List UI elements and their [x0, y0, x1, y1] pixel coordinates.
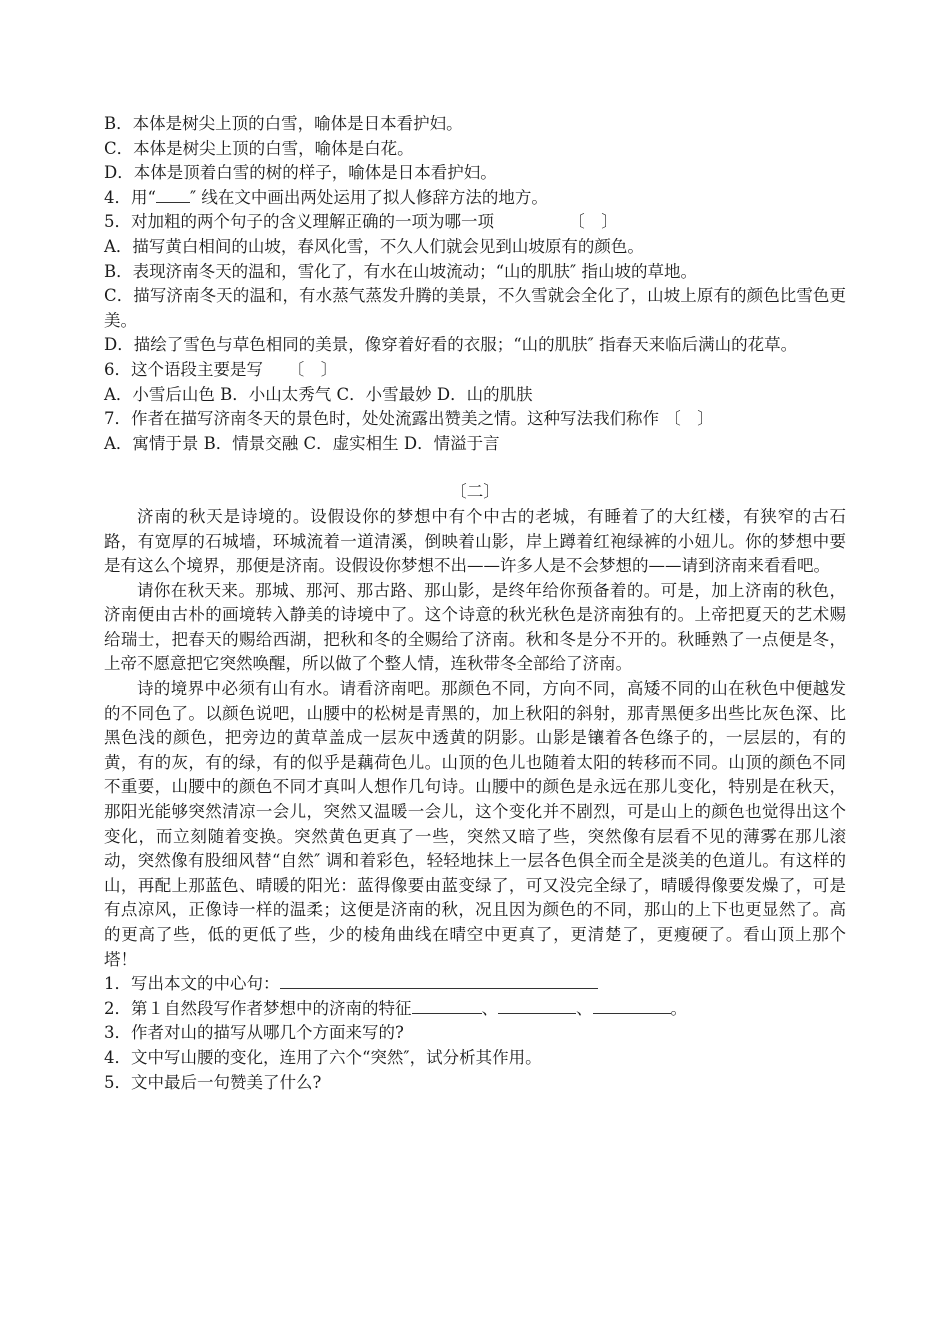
question-5: 5．对加粗的两个句子的含义理解正确的一项为哪一项 〔 〕 [104, 212, 618, 232]
part2-question-2 [104, 997, 846, 1022]
part2-question-1 [104, 972, 846, 997]
section-heading: 〔二〕 [450, 482, 500, 502]
passage-paragraph-2: 请你在秋天来。那城、那河、那古路、那山影，是终年给你预备着的。可是，加上济南的秋色，济南便由古朴的画境转入静美的诗境中了。这个诗意的秋光秋色是济南独有的。上帝把夏天的艺术赐给瑞士，把春天的赐给西湖，把秋和冬的全赐给了济南。秋和冬是分不开的。秋睡熟了一点便是冬，上帝不愿意把它突然唤醒，所以做了个整人情，连秋带冬全部给了济南。 [104, 580, 846, 674]
passage-paragraph-1: 济南的秋天是诗境的。设假设你的梦想中有个中古的老城，有睡着了的大红楼，有狭窄的古石路，有宽厚的石城墙，环城流着一道清溪，倒映着山影，岸上蹲着红袍绿裤的小妞儿。你的梦想中要是有这么个境界，那便是济南。设假设你梦想不出——许多人是不会梦想的——请到济南来看看吧。 [104, 506, 846, 576]
part2-question-4: 4．文中写山腰的变化，连用了六个“突然″，试分析其作用。 [104, 1047, 542, 1067]
q5-option-b: B．表现济南冬天的温和，雪化了，有水在山坡流动；“山的肌肤″ 指山坡的草地。 [104, 261, 697, 281]
part2-question-3: 3．作者对山的描写从哪几个方面来写的? [104, 1023, 404, 1043]
separator: 、 [576, 998, 593, 1018]
answer-blank-1[interactable] [280, 972, 598, 989]
question-6: 6．这个语段主要是写 〔 〕 [104, 359, 338, 379]
question-4-prefix: 4．用“ [104, 187, 156, 207]
q5-option-c: C．描写济南冬天的温和，有水蒸气蒸发升腾的美景，不久雪就会全化了，山坡上原有的颜色比雪色更美。 [104, 286, 846, 330]
answer-blank-2b[interactable] [498, 997, 576, 1014]
q5-option-d: D．描绘了雪色与草色相同的美景，像穿着好看的衣服；“山的肌肤″ 指春天来临后满山的花草。 [104, 335, 798, 355]
question-4 [104, 186, 846, 211]
part2-question-5: 5．文中最后一句赞美了什么? [104, 1072, 322, 1092]
question-4-suffix: ″ 线在文中画出两处运用了拟人修辞方法的地方。 [189, 187, 548, 207]
underline-sample [156, 186, 190, 203]
separator: 、 [481, 998, 498, 1018]
passage-paragraph-3: 诗的境界中必须有山有水。请看济南吧。那颜色不同，方向不同，高矮不同的山在秋色中便越发的不同色了。以颜色说吧，山腰中的松树是青黑的，加上秋阳的斜射，那青黑便多出些比灰色深、比黑色浅的颜色，把旁边的黄草盖成一层灰中透黄的阴影。山影是镶着各色绦子的，一层层的，有的黄，有的灰，有的绿，有的似乎是藕荷色儿。山顶的色儿也随着太阳的转移而不同。山顶的颜色不同不重要，山腰中的颜色不同才真叫人想作几句诗。山腰中的颜色是永远在那儿变化，特别是在秋天，那阳光能够突然清凉一会儿，突然又温暖一会儿，这个变化并不剧烈，可是山上的颜色也觉得出这个变化，而立刻随着变换。突然黄色更真了一些，突然又暗了些，突然像有层看不见的薄雾在那儿滚动，突然像有股细风替“自然″ 调和着彩色，轻轻地抹上一层各色俱全而全是淡美的色道儿。有这样的山，再配上那蓝色、晴暖的阳光：蓝得像要由蓝变绿了，可又没完全绿了，晴暖得像要发燥了，可是有点凉风，正像诗一样的温柔；这便是济南的秋，况且因为颜色的不同，那山的上下也更显然了。高的更高了些，低的更低了些，少的棱角曲线在晴空中更真了，更清楚了，更瘦硬了。看山顶上那个塔！ [104, 679, 846, 969]
q5-option-a: A．描写黄白相间的山坡，春风化雪，不久人们就会见到山坡原有的颜色。 [104, 236, 644, 256]
q3-option-d: D．本体是顶着白雪的树的样子，喻体是日本看护妇。 [104, 163, 497, 183]
document-content [104, 112, 846, 1095]
answer-blank-2c[interactable] [593, 997, 671, 1014]
period: 。 [670, 998, 687, 1018]
q6-options: A．小雪后山色 B．小山太秀气 C．小雪最妙 D．山的肌肤 [104, 384, 533, 404]
q3-option-c: C．本体是树尖上顶的白雪，喻体是白花。 [104, 138, 414, 158]
answer-blank-2a[interactable] [412, 997, 482, 1014]
question-7: 7．作者在描写济南冬天的景色时，处处流露出赞美之情。这种写法我们称作 〔 〕 [104, 409, 714, 429]
q7-options: A．寓情于景 B．情景交融 C．虚实相生 D．情溢于言 [104, 433, 500, 453]
q3-option-b: B．本体是树尖上顶的白雪，喻体是日本看护妇。 [104, 114, 463, 133]
part2-question-2-text: 2．第１自然段写作者梦想中的济南的特征 [104, 998, 412, 1018]
part2-question-1-text: 1．写出本文的中心句： [104, 974, 280, 994]
